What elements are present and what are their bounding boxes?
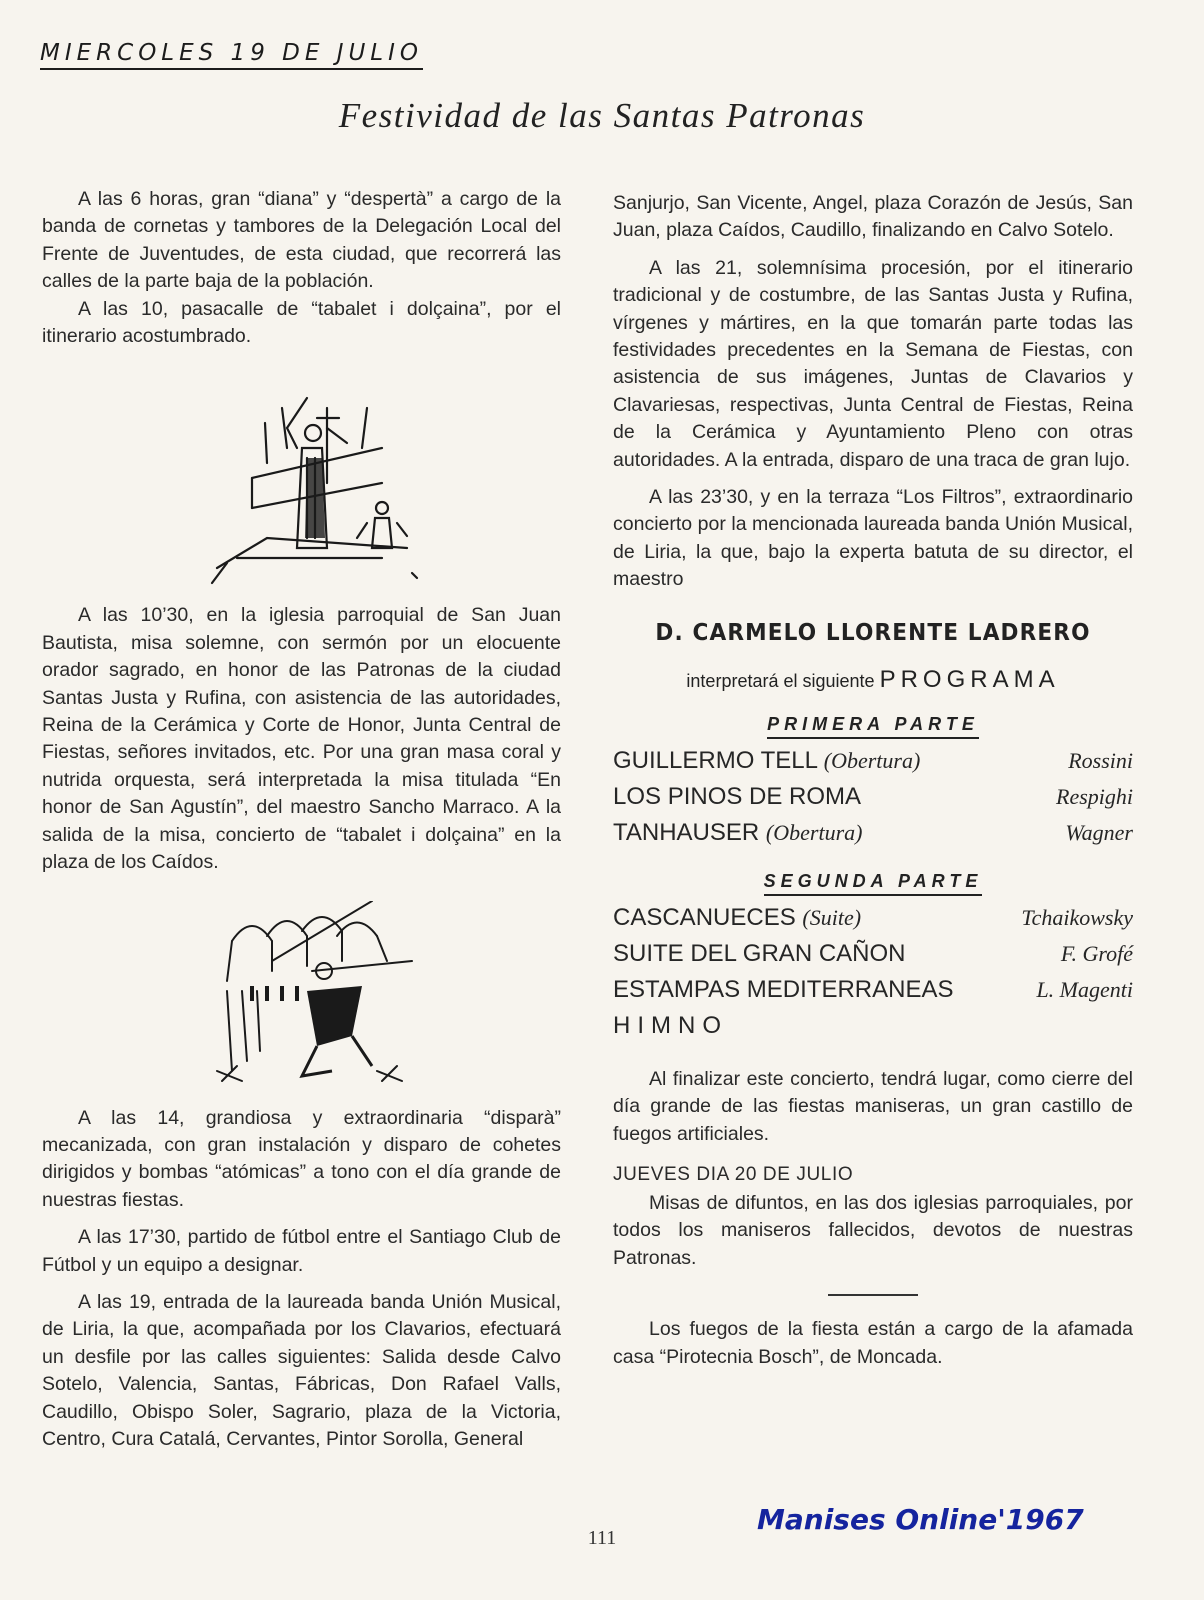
program-word: PROGRAMA [879,665,1060,693]
program-item [613,904,1133,940]
part2-program-list [613,904,1133,1048]
band-musician-illustration-icon [212,901,442,1091]
paragraph-dispara: A las 14, grandiosa y extraordinaria “disparà” mecanizada, con gran instalación y disparo de cohetes dirigidos y bombas “atómicas” a tono con el día grande de nuestras fiestas. [42,1106,561,1211]
composer: F. Grofé [1060,940,1133,966]
paragraph-procesion: A las 21, solemnísima procesión, por el itinerario tradicional y de costumbre, de las Santas Justa y Rufina, vírgenes y mártires, en la que tomarán parte todas las festividades precedentes en la Semana de Fiestas, con asistencia de sus imágenes, Juntas de Clavarios y Clavariesas, respectivas, Junta Central de Fiestas, Reina de la Cerámica y Ayuntamiento Pleno con otras autoridades. A la entrada, disparo de una traca de gran lujo. [613,256,1133,471]
work-title: LOS PINOS DE ROMA [613,782,862,810]
composer: Rossini [1068,747,1133,773]
program-intro-text: interpretará el siguiente [686,670,875,691]
divider [828,1294,918,1296]
work-note: (Obertura) [823,747,921,773]
hymn-title: HIMNO [613,1011,728,1039]
program-item-hymn [613,1012,1133,1048]
paragraph-pasacalle: A las 10, pasacalle de “tabalet i dolçaina”, por el itinerario acostumbrado. [42,297,561,348]
part1-heading [613,714,1133,735]
right-column [613,190,1133,1371]
work-title: CASCANUECES [613,903,796,931]
section-heading-jueves: JUEVES DIA 20 DE JULIO [613,1163,854,1185]
paragraph-misas-difuntos: Misas de difuntos, en las dos iglesias parroquiales, por todos los maniseros fallecidos, devotos de nuestras Patronas. [613,1191,1133,1269]
page-number: 111 [587,1527,617,1549]
work-title: GUILLERMO TELL [613,746,818,774]
paragraph-concierto: A las 23’30, y en la terraza “Los Filtros”, extraordinario concierto por la mencionada laureada banda Unión Musical, de Liria, la que, bajo la experta batuta de su director, el maestro [613,486,1133,591]
paragraph-itinerario-cont: Sanjurjo, San Vicente, Angel, plaza Corazón de Jesús, San Juan, plaza Caídos, Caudillo, finalizando en Calvo Sotelo. [613,192,1133,242]
program-item [613,783,1133,819]
paragraph-desfile: A las 19, entrada de la laureada banda Unión Musical, de Liria, la que, acompañada por los Clavarios, efectuará un desfile por las calles siguientes: Salida desde Calvo Sotelo, Valencia, Santas, Fábricas, Don Rafael Valls, Caudillo, Obispo Soler, Sagrario, plaza de la Victoria, Centro, Cura Catalá, Cervantes, Pintor Sorolla, General [42,1290,561,1450]
composer: Tchaikowsky [1021,904,1133,930]
work-title: ESTAMPAS MEDITERRANEAS [613,975,954,1003]
paragraph-castillo: Al finalizar este concierto, tendrá lugar, como cierre del día grande de las fiestas maniseras, un gran castillo de fuegos artificiales. [613,1067,1133,1145]
page-title: Festividad de las Santas Patronas [338,96,866,135]
conductor-name: D. CARMELO LLORENTE LADRERO [655,619,1091,646]
watermark: Manises Online'1967 [757,1503,1084,1536]
part1-title: PRIMERA PARTE [767,714,979,739]
paragraph-pirotecnia: Los fuegos de la fiesta están a cargo de la afamada casa “Pirotecnia Bosch”, de Moncada. [613,1318,1133,1368]
part2-heading [613,871,1133,892]
date-header: MIERCOLES 19 DE JULIO [40,40,423,70]
program-item [613,747,1133,783]
work-note: (Suite) [802,904,862,930]
composer: Respighi [1056,783,1133,809]
program-item [613,976,1133,1012]
work-title: TANHAUSER [613,818,760,846]
work-title: SUITE DEL GRAN CAÑON [613,939,906,967]
composer: Wagner [1065,819,1133,845]
left-column [42,186,561,1453]
work-note: (Obertura) [765,819,863,845]
part1-program-list [613,747,1133,855]
program-item [613,940,1133,976]
procession-illustration-icon [207,388,422,588]
part2-title: SEGUNDA PARTE [764,871,983,896]
paragraph-futbol: A las 17’30, partido de fútbol entre el Santiago Club de Fútbol y un equipo a designar. [42,1226,561,1276]
paragraph-misa-solemne: A las 10’30, en la iglesia parroquial de San Juan Bautista, misa solemne, con sermón por un elocuente orador sagrado, en honor de las Patronas de la ciudad Santas Justa y Rufina, con asistencia de las autoridades, Reina de la Cerámica y Corte de Honor, Junta Central de Fiestas, señores invitados, etc. Por una gran masa coral y nutrida orquesta, será interpretada la misa titulada “En honor de San Agustín”, del maestro Sancho Marraco. A la salida de la misa, concierto de “tabalet i dolçaina” en la plaza de los Caídos. [42,604,561,874]
program-intro [613,666,1133,694]
composer: L. Magenti [1036,976,1133,1002]
program-item [613,819,1133,855]
paragraph-diana: A las 6 horas, gran “diana” y “despertà” a cargo de la banda de cornetas y tambores de la Delegación Local del Frente de Juventudes, de esta ciudad, que recorrerá las calles de la parte baja de la población. [42,188,561,293]
